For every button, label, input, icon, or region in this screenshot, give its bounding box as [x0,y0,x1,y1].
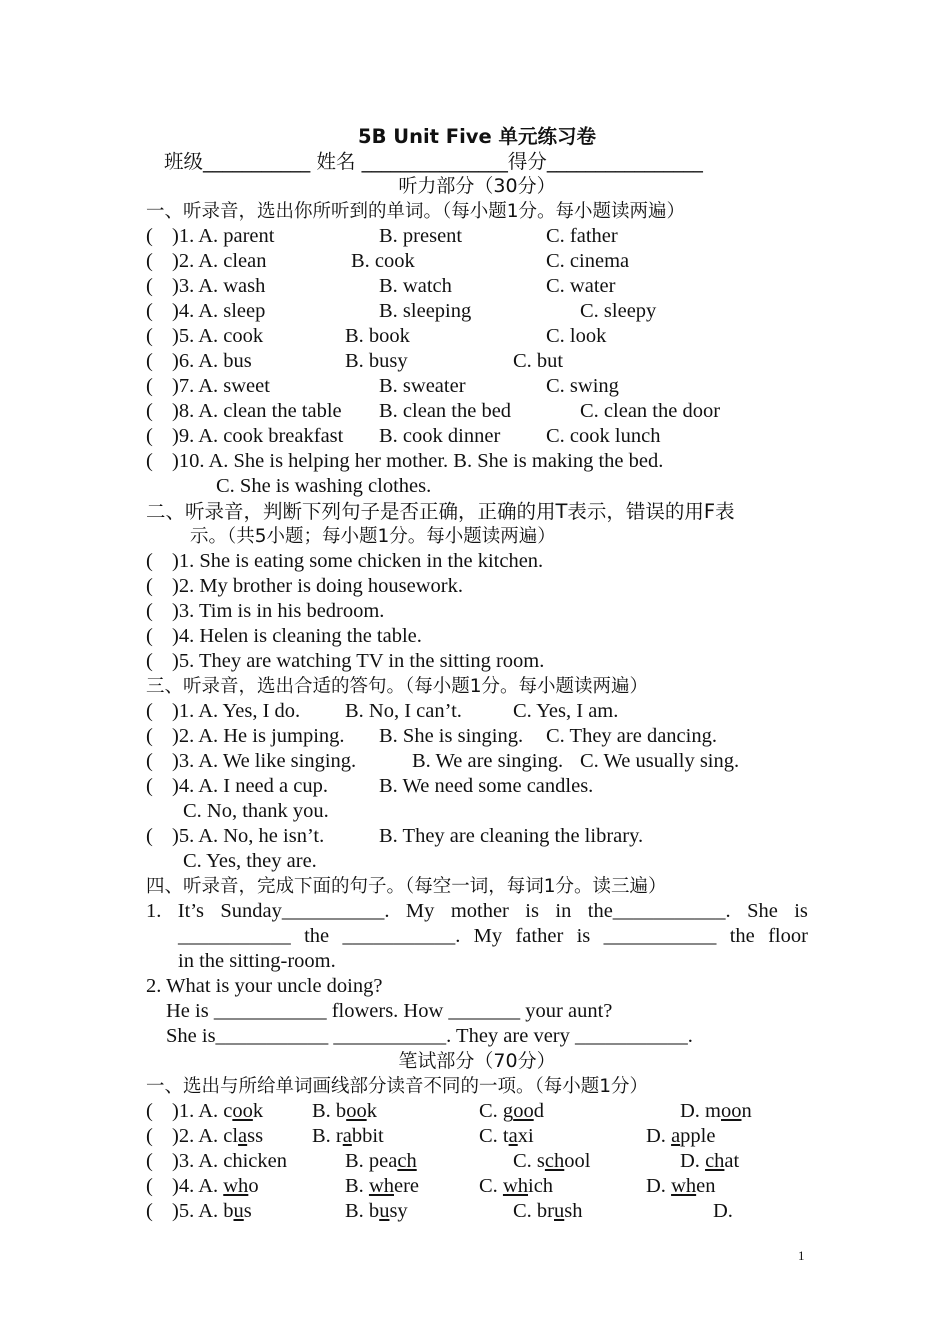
section4-heading [146,874,808,899]
option-b: B. We are singing. [412,750,564,772]
option-c: C. Yes, they are. [183,850,317,872]
s2-item-2 [146,574,808,599]
option-a: )2. A. He is jumping. [172,725,345,747]
s1-item-4 [146,299,808,324]
option-b: B. She is singing. [379,725,524,747]
option-c: C. brush [513,1200,583,1222]
option-a: )1. A. cook [172,1100,264,1122]
s1-item-1 [146,224,808,249]
statement: )3. Tim is in his bedroom. [172,600,385,622]
answer-paren: ( [146,825,153,847]
answer-paren: ( [146,250,153,272]
option-c: C. They are dancing. [546,725,717,747]
s1-item-8 [146,399,808,424]
option-a: )2. A. clean [172,250,267,272]
option-c: C. water [546,275,616,297]
option-d: D. when [646,1175,716,1197]
option-a: )2. A. class [172,1125,264,1147]
option-a: )1. A. parent [172,225,275,247]
option-c: C. We usually sing. [580,750,740,772]
answer-paren: ( [146,350,153,372]
section4-heading-text: 四、听录音，完成下面的句子。（每空一词，每词1分。读三遍） [146,876,667,897]
s1-item-3 [146,274,808,299]
s4-passage2-line2 [166,999,828,1024]
student-info-text: 班级___________ 姓名 _______________得分________________ [164,150,703,173]
s4-passage2-line1 [146,974,808,999]
s1-item-10 [146,449,808,474]
answer-paren: ( [146,1150,153,1172]
word: floor [768,925,808,947]
s1-item-7 [146,374,808,399]
answer-paren: ( [146,750,153,772]
option-d: D. apple [646,1125,716,1147]
s1-item-10-c [146,474,808,499]
w1-item-3 [146,1149,808,1174]
option-b: B. rabbit [312,1125,384,1147]
answer-paren: ( [146,325,153,347]
answer-paren: ( [146,650,153,672]
option-b: B. We need some candles. [379,775,594,797]
blank: ___________. [342,925,461,947]
page-number: 1 [798,1248,805,1263]
option-c: C. cook lunch [546,425,661,447]
word-with-blank: the___________. [587,900,731,922]
option-c: C. cinema [546,250,630,272]
answer-paren: ( [146,400,153,422]
answer-paren: ( [146,425,153,447]
option-a: )7. A. sweet [172,375,270,397]
section3-heading [146,674,808,699]
option-a: )3. A. chicken [172,1150,287,1172]
written-section1-heading [146,1074,808,1099]
s3-item-3 [146,749,808,774]
option-b: B. book [312,1100,377,1122]
s1-item-5 [146,324,808,349]
option-b: B. where [345,1175,420,1197]
option-c: C. No, thank you. [183,800,329,822]
s1-item-9 [146,424,808,449]
s3-item-4 [146,774,808,799]
answer-paren: ( [146,375,153,397]
option-d: D. moon [680,1100,752,1122]
written-section1-heading-text: 一、选出与所给单词画线部分读音不同的一项。（每小题1分） [146,1076,649,1097]
word: mother [450,900,509,922]
option-c: C. but [513,350,564,372]
option-c: C. school [513,1150,591,1172]
option-b: B. busy [345,350,408,372]
w1-item-5 [146,1199,808,1224]
statement: )2. My brother is doing housework. [172,575,463,597]
word: is [525,900,539,922]
option-d: D. [713,1200,733,1222]
sentence: in the sitting-room. [178,950,336,972]
option-b: B. watch [379,275,452,297]
w1-item-4 [146,1174,808,1199]
s4-passage1-line3 [178,949,840,974]
s3-item-4-c [146,799,808,824]
section1-heading [146,199,808,224]
blank: ___________ [178,925,291,947]
item-10-option-c: C. She is washing clothes. [216,475,432,497]
option-c: C. sleepy [580,300,657,322]
section1-heading-text: 一、听录音，选出你所听到的单词。（每小题1分。每小题读两遍） [146,201,686,222]
answer-paren: ( [146,625,153,647]
word: 1. [146,900,162,922]
statement: )1. She is eating some chicken in the kitchen. [172,550,544,572]
option-a: )5. A. cook [172,325,264,347]
option-a: )3. A. We like singing. [172,750,357,772]
word-with-blank: Sunday__________. [220,900,390,922]
s3-item-5 [146,824,808,849]
option-c: C. taxi [479,1125,534,1147]
statement: )4. Helen is cleaning the table. [172,625,422,647]
option-b: B. sleeping [379,300,472,322]
option-b: B. peach [345,1150,417,1172]
s3-item-2 [146,724,808,749]
answer-paren: ( [146,450,153,472]
word: My [405,900,435,922]
word: the [729,925,755,947]
section2-heading [146,499,808,524]
w1-item-1 [146,1099,808,1124]
option-d: D. chat [680,1150,740,1172]
option-c: C. father [546,225,618,247]
section2-heading-cont [146,524,808,549]
justified-line [178,924,808,949]
answer-paren: ( [146,550,153,572]
s3-item-5-c [146,849,808,874]
option-b: B. present [379,225,463,247]
answer-paren: ( [146,575,153,597]
option-c: C. Yes, I am. [513,700,619,722]
w1-item-2 [146,1124,808,1149]
option-a: )8. A. clean the table [172,400,342,422]
student-info-line [164,149,826,174]
section2-heading-line2: 示。（共5小题；每小题1分。每小题读两遍） [190,526,556,547]
option-a: )5. A. No, he isn’t. [172,825,325,847]
option-a: )6. A. bus [172,350,252,372]
written-heading-text: 笔试部分（70分） [398,1050,556,1072]
word: is [576,925,591,947]
word: in [555,900,572,922]
option-b: B. cook [351,250,415,272]
option-b: B. book [345,325,410,347]
option-b: B. They are cleaning the library. [379,825,644,847]
sentence: He is ___________ flowers. How _______ your aunt? [166,1000,613,1022]
answer-paren: ( [146,775,153,797]
s1-item-2 [146,249,808,274]
word: My [473,925,503,947]
word: She [747,900,778,922]
s2-item-3 [146,599,808,624]
option-a: )5. A. bus [172,1200,252,1222]
option-b: B. clean the bed [379,400,512,422]
option-b: B. sweater [379,375,466,397]
sentence: 2. What is your uncle doing? [146,975,383,997]
option-c: C. which [479,1175,554,1197]
answer-paren: ( [146,1200,153,1222]
option-a: )4. A. who [172,1175,259,1197]
item-10-text: )10. A. She is helping her mother. B. She is making the bed. [172,450,664,472]
option-b: B. No, I can’t. [345,700,462,722]
s4-passage1-line1 [146,899,808,924]
word: father [515,925,564,947]
answer-paren: ( [146,1125,153,1147]
section3-heading-text: 三、听录音，选出合适的答句。（每小题1分。每小题读两遍） [146,676,649,697]
option-c: C. good [479,1100,544,1122]
s4-passage1-line2 [178,924,808,949]
option-c: C. look [546,325,607,347]
answer-paren: ( [146,275,153,297]
option-c: C. swing [546,375,619,397]
section2-heading-line1: 二、听录音，判断下列句子是否正确，正确的用T表示，错误的用F表 [146,500,735,523]
s2-item-1 [146,549,808,574]
answer-paren: ( [146,225,153,247]
s1-item-6 [146,349,808,374]
answer-paren: ( [146,725,153,747]
s2-item-4 [146,624,808,649]
statement: )5. They are watching TV in the sitting room. [172,650,545,672]
answer-paren: ( [146,1100,153,1122]
option-a: )4. A. I need a cup. [172,775,328,797]
worksheet-title [146,124,808,149]
option-a: )3. A. wash [172,275,266,297]
s3-item-1 [146,699,808,724]
word: is [794,900,808,922]
listening-heading-text: 听力部分（30分） [398,175,556,197]
option-c: C. clean the door [580,400,721,422]
title-text: 5B Unit Five 单元练习卷 [358,125,596,148]
justified-line [146,899,808,924]
option-a: )1. A. Yes, I do. [172,700,301,722]
listening-heading [146,174,808,199]
option-a: )4. A. sleep [172,300,266,322]
blank: ___________ [603,925,717,947]
option-a: )9. A. cook breakfast [172,425,344,447]
answer-paren: ( [146,300,153,322]
answer-paren: ( [146,700,153,722]
word: It’s [177,900,204,922]
option-b: B. busy [345,1200,408,1222]
answer-paren: ( [146,1175,153,1197]
option-b: B. cook dinner [379,425,501,447]
answer-paren: ( [146,600,153,622]
sentence: She is___________ ___________. They are very ___________. [166,1025,693,1047]
s4-passage2-line3 [166,1024,828,1049]
written-heading [146,1049,808,1074]
word: the [304,925,330,947]
s2-item-5 [146,649,808,674]
